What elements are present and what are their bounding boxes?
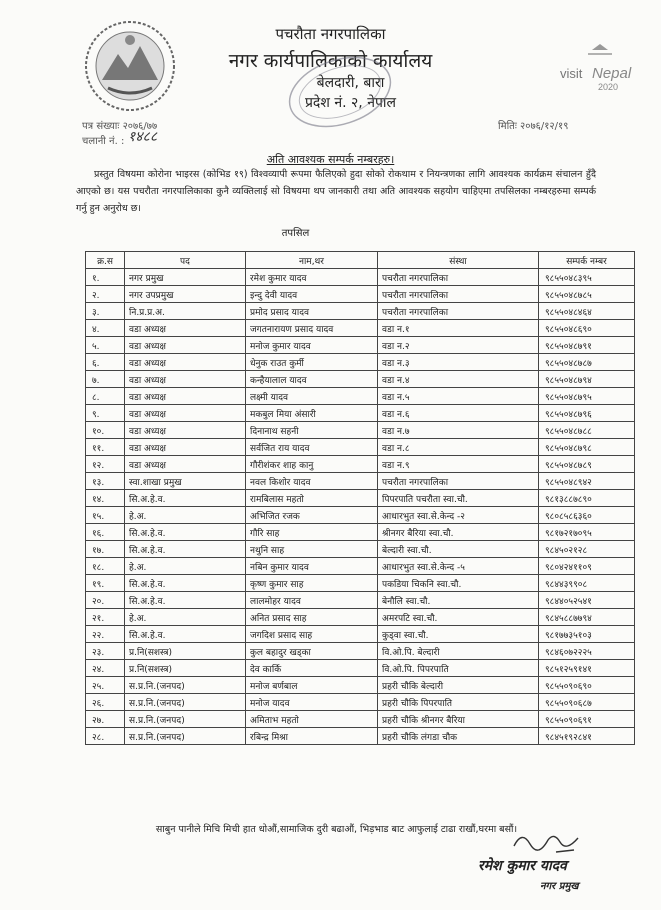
table-row [86, 439, 635, 456]
cell-contact-number: ९८५५०४८४६४ [539, 303, 635, 320]
table-row [86, 388, 635, 405]
cell-organization: वडा न.४ [378, 371, 539, 388]
table-row [86, 728, 635, 745]
cell-post: सि.अ.हे.व. [125, 592, 246, 609]
cell-contact-number: ९८४५१९२८४१ [539, 728, 635, 745]
table-row [86, 609, 635, 626]
office-stamp [275, 52, 405, 130]
cell-serial: ८. [86, 388, 125, 405]
cell-name: गौरीशंकर शाह कानु [246, 456, 378, 473]
cell-name: मनोज कुमार यादव [246, 337, 378, 354]
cell-name: धेनुक राउत कुर्मी [246, 354, 378, 371]
cell-serial: २८. [86, 728, 125, 745]
cell-name: सर्वजित राय यादव [246, 439, 378, 456]
cell-post: स्वा.शाखा प्रमुख [125, 473, 246, 490]
column-header-contact: सम्पर्क नम्बर [539, 252, 635, 269]
cell-name: नवल किशोर यादव [246, 473, 378, 490]
letter-date: मितिः २०७६/१२/१९ [498, 121, 569, 132]
cell-name: लालमोहर यादव [246, 592, 378, 609]
cell-organization: प्रहरी चौकि पिपरपाति [378, 694, 539, 711]
cell-serial: १४. [86, 490, 125, 507]
cell-post: प्र.नि(सशस्त्र) [125, 660, 246, 677]
cell-serial: २३. [86, 643, 125, 660]
cell-contact-number: ९८४४३९९०८ [539, 575, 635, 592]
cell-name: अनित प्रसाद साह [246, 609, 378, 626]
cell-serial: २०. [86, 592, 125, 609]
cell-contact-number: ९८१७२१७०९५ [539, 524, 635, 541]
table-row [86, 286, 635, 303]
cell-serial: ४. [86, 320, 125, 337]
cell-contact-number: ९८४५०२१२८ [539, 541, 635, 558]
table-row [86, 320, 635, 337]
table-row [86, 643, 635, 660]
cell-organization: वडा न.८ [378, 439, 539, 456]
cell-name: नबिन कुमार यादव [246, 558, 378, 575]
cell-organization: पचरौता नगरपालिका [378, 269, 539, 286]
cell-organization: श्रीनगर बैरिया स्वा.चौ. [378, 524, 539, 541]
cell-serial: २४. [86, 660, 125, 677]
cell-name: कृष्ण कुमार साह [246, 575, 378, 592]
cell-organization: प्रहरी चौकि लंगडा चौक [378, 728, 539, 745]
cell-serial: १५. [86, 507, 125, 524]
cell-organization: वि.ओ.पि. पिपरपाति [378, 660, 539, 677]
table-row [86, 558, 635, 575]
letter-subject: अति आवश्यक सम्पर्क नम्बरहरु। [266, 153, 395, 166]
table-row [86, 626, 635, 643]
cell-name: दिनानाथ सहनी [246, 422, 378, 439]
table-row [86, 422, 635, 439]
cell-organization: वडा न.३ [378, 354, 539, 371]
table-row [86, 303, 635, 320]
cell-post: हे.अ. [125, 558, 246, 575]
cell-post: हे.अ. [125, 507, 246, 524]
dispatch-number-value: १४८८ [128, 129, 158, 145]
hygiene-advice-note: साबुन पानीले मिचि मिची हात धोऔं,सामाजिक दुरी बढाऔं, भिड़भाड बाट आफुलाई टाढा राखौं,घरमा बसौं। [155, 824, 518, 835]
cell-serial: २७. [86, 711, 125, 728]
table-row [86, 269, 635, 286]
cell-serial: २५. [86, 677, 125, 694]
cell-serial: १९. [86, 575, 125, 592]
cell-serial: १३. [86, 473, 125, 490]
table-row [86, 711, 635, 728]
cell-organization: प्रहरी चौकि बेल्दारी [378, 677, 539, 694]
cell-name: प्रमोद प्रसाद यादव [246, 303, 378, 320]
cell-name: रबिन्द्र मिश्रा [246, 728, 378, 745]
cell-organization: वडा न.२ [378, 337, 539, 354]
cell-name: कुल बहादुर खड्का [246, 643, 378, 660]
cell-organization: वडा न.६ [378, 405, 539, 422]
column-header-post: पद [125, 252, 246, 269]
cell-name: इन्दु देवी यादव [246, 286, 378, 303]
cell-contact-number: ९८५५०४८९४२ [539, 473, 635, 490]
cell-organization: पकडिया चिकनि स्वा.चौ. [378, 575, 539, 592]
cell-serial: २१. [86, 609, 125, 626]
cell-contact-number: ९८४४०५२५४१ [539, 592, 635, 609]
contacts-table [85, 251, 635, 745]
cell-post: स.प्र.नि.(जनपद) [125, 677, 246, 694]
visit-nepal-2020-logo [558, 42, 640, 94]
details-label: तपसिल [281, 228, 310, 239]
cell-name: रमेश कुमार यादव [246, 269, 378, 286]
cell-contact-number: ९८५५०४८७९८ [539, 439, 635, 456]
cell-organization: पिपरपाति पचरौता स्वा.चौ. [378, 490, 539, 507]
cell-post: नि.प्र.प्र.अ. [125, 303, 246, 320]
column-header-name: नाम,थर [246, 252, 378, 269]
cell-organization: वडा न.५ [378, 388, 539, 405]
cell-organization: बेल्दारी स्वा.चौ. [378, 541, 539, 558]
cell-post: स.प्र.नि.(जनपद) [125, 711, 246, 728]
svg-text:Nepal: Nepal [592, 65, 632, 82]
cell-post: वडा अध्यक्ष [125, 422, 246, 439]
cell-organization: वि.ओ.पि. बेल्दारी [378, 643, 539, 660]
cell-serial: ५. [86, 337, 125, 354]
cell-post: वडा अध्यक्ष [125, 456, 246, 473]
cell-serial: ७. [86, 371, 125, 388]
cell-serial: ११. [86, 439, 125, 456]
cell-organization: पचरौता नगरपालिका [378, 286, 539, 303]
cell-contact-number: ९८५१२५९१४१ [539, 660, 635, 677]
cell-post: वडा अध्यक्ष [125, 337, 246, 354]
municipality-name: पचरौता नगरपालिका [275, 25, 386, 43]
cell-serial: २. [86, 286, 125, 303]
cell-contact-number: ९८५५०९०६९० [539, 677, 635, 694]
svg-text:visit: visit [560, 66, 583, 81]
cell-post: सि.अ.हे.व. [125, 490, 246, 507]
cell-post: स.प्र.नि.(जनपद) [125, 728, 246, 745]
cell-post: सि.अ.हे.व. [125, 541, 246, 558]
table-body [86, 269, 635, 745]
cell-post: नगर प्रमुख [125, 269, 246, 286]
cell-post: वडा अध्यक्ष [125, 371, 246, 388]
cell-serial: ९. [86, 405, 125, 422]
cell-name: मनोज यादव [246, 694, 378, 711]
cell-contact-number: ९८१७७३५१०३ [539, 626, 635, 643]
table-row [86, 490, 635, 507]
cell-post: वडा अध्यक्ष [125, 439, 246, 456]
cell-name: अभिजित रजक [246, 507, 378, 524]
cell-post: सि.अ.हे.व. [125, 524, 246, 541]
cell-post: वडा अध्यक्ष [125, 388, 246, 405]
cell-contact-number: ९८५५०४८७८८ [539, 422, 635, 439]
cell-serial: २२. [86, 626, 125, 643]
letter-number: पत्र संख्याः २०७६/७७ [82, 121, 158, 132]
cell-post: सि.अ.हे.व. [125, 575, 246, 592]
column-header-organization: संस्था [378, 252, 539, 269]
cell-post: सि.अ.हे.व. [125, 626, 246, 643]
table-row [86, 575, 635, 592]
cell-contact-number: ९८५५०४८७९१ [539, 337, 635, 354]
cell-organization: आधारभुत स्वा.से.केन्द -५ [378, 558, 539, 575]
cell-organization: अमरपटि स्वा.चौ. [378, 609, 539, 626]
cell-serial: ६. [86, 354, 125, 371]
cell-contact-number: ९८५५०९०६८७ [539, 694, 635, 711]
office-location: बेलदारी, बारा [316, 75, 385, 91]
cell-name: नथुनि साह [246, 541, 378, 558]
table-row [86, 337, 635, 354]
cell-contact-number: ९८५५०४८७९६ [539, 405, 635, 422]
svg-text:2020: 2020 [598, 82, 619, 92]
cell-name: रामबिलास महतो [246, 490, 378, 507]
table-row [86, 405, 635, 422]
cell-name: गौरि साह [246, 524, 378, 541]
cell-name: देव कार्कि [246, 660, 378, 677]
cell-contact-number: ९८५५०४८७९४ [539, 371, 635, 388]
cell-contact-number: ९८५५०४८७९५ [539, 388, 635, 405]
cell-contact-number: ९८१३८८७८९० [539, 490, 635, 507]
table-row [86, 592, 635, 609]
office-name: नगर कार्यपालिकाको कार्यालय [228, 50, 433, 72]
table-row [86, 473, 635, 490]
cell-organization: वडा न.९ [378, 456, 539, 473]
cell-name: जगतनारायण प्रसाद यादव [246, 320, 378, 337]
office-province: प्रदेश नं. २, नेपाल [304, 95, 397, 111]
cell-contact-number: ९८४६०७२२२५ [539, 643, 635, 660]
table-row [86, 660, 635, 677]
table-row [86, 694, 635, 711]
cell-organization: बेनौलि स्वा.चौ. [378, 592, 539, 609]
cell-serial: १२. [86, 456, 125, 473]
cell-name: मनोज बर्णबाल [246, 677, 378, 694]
cell-organization: प्रहरी चौकि श्रीनगर बैरिया [378, 711, 539, 728]
cell-serial: १६. [86, 524, 125, 541]
dispatch-number-label: चलानी नं. : [82, 136, 125, 147]
column-header-serial: क्र.स [86, 252, 125, 269]
cell-post: नगर उपप्रमुख [125, 286, 246, 303]
cell-serial: ३. [86, 303, 125, 320]
table-row [86, 524, 635, 541]
table-header-row [86, 252, 635, 269]
cell-contact-number: ९८०४२४११०९ [539, 558, 635, 575]
cell-serial: १. [86, 269, 125, 286]
cell-post: वडा अध्यक्ष [125, 320, 246, 337]
table-row [86, 456, 635, 473]
cell-name: जगदिश प्रसाद साह [246, 626, 378, 643]
cell-organization: वडा न.१ [378, 320, 539, 337]
signatory-name: रमेश कुमार यादव [478, 858, 567, 874]
cell-name: अमिताभ महतो [246, 711, 378, 728]
cell-serial: १८. [86, 558, 125, 575]
table-row [86, 371, 635, 388]
cell-name: मकबुल मिया अंसारी [246, 405, 378, 422]
cell-contact-number: ९८०८५८६३६० [539, 507, 635, 524]
cell-name: कन्हैयालाल यादव [246, 371, 378, 388]
cell-organization: वडा न.७ [378, 422, 539, 439]
signatory-title: नगर प्रमुख [540, 881, 579, 892]
cell-organization: आधारभुत स्वा.से.केन्द -२ [378, 507, 539, 524]
cell-contact-number: ९८५५०४८७८९ [539, 456, 635, 473]
cell-contact-number: ९८५५०९०६९१ [539, 711, 635, 728]
cell-contact-number: ९८४५८८७७९४ [539, 609, 635, 626]
cell-contact-number: ९८५५०४८७८७ [539, 354, 635, 371]
cell-organization: पचरौता नगरपालिका [378, 473, 539, 490]
cell-post: स.प्र.नि.(जनपद) [125, 694, 246, 711]
table-row [86, 354, 635, 371]
table-row [86, 677, 635, 694]
cell-post: हे.अ. [125, 609, 246, 626]
cell-serial: १०. [86, 422, 125, 439]
cell-contact-number: ९८५५०४८३९५ [539, 269, 635, 286]
cell-organization: पचरौता नगरपालिका [378, 303, 539, 320]
cell-name: लक्ष्मी यादव [246, 388, 378, 405]
cell-serial: २६. [86, 694, 125, 711]
table-row [86, 541, 635, 558]
letter-body: प्रस्तुत विषयमा कोरोना भाइरस (कोभिड १९) विश्वव्यापी रूपमा फैलिएको हुदा सोको रोकथाम र नियन्त्रणका लागि आवश्यक कार्यक्रम संचालन हुँदै आएको छ। यस पचरौता नगरपालिकाका कुनै व्यक्तिलाई सो विषयमा थप जानकारी तथा अति आवश्यक सहयोग चाहिएमा तपसिलका नम्बरहरुमा सम्पर्क गर्नु हुन अनुरोध छ। [76, 169, 596, 214]
cell-post: वडा अध्यक्ष [125, 405, 246, 422]
cell-serial: १७. [86, 541, 125, 558]
cell-contact-number: ९८५५०४८७८५ [539, 286, 635, 303]
cell-organization: कुड्वा स्वा.चौ. [378, 626, 539, 643]
table-row [86, 507, 635, 524]
cell-post: प्र.नि(सशस्त्र) [125, 643, 246, 660]
cell-post: वडा अध्यक्ष [125, 354, 246, 371]
cell-contact-number: ९८५५०४८६९० [539, 320, 635, 337]
